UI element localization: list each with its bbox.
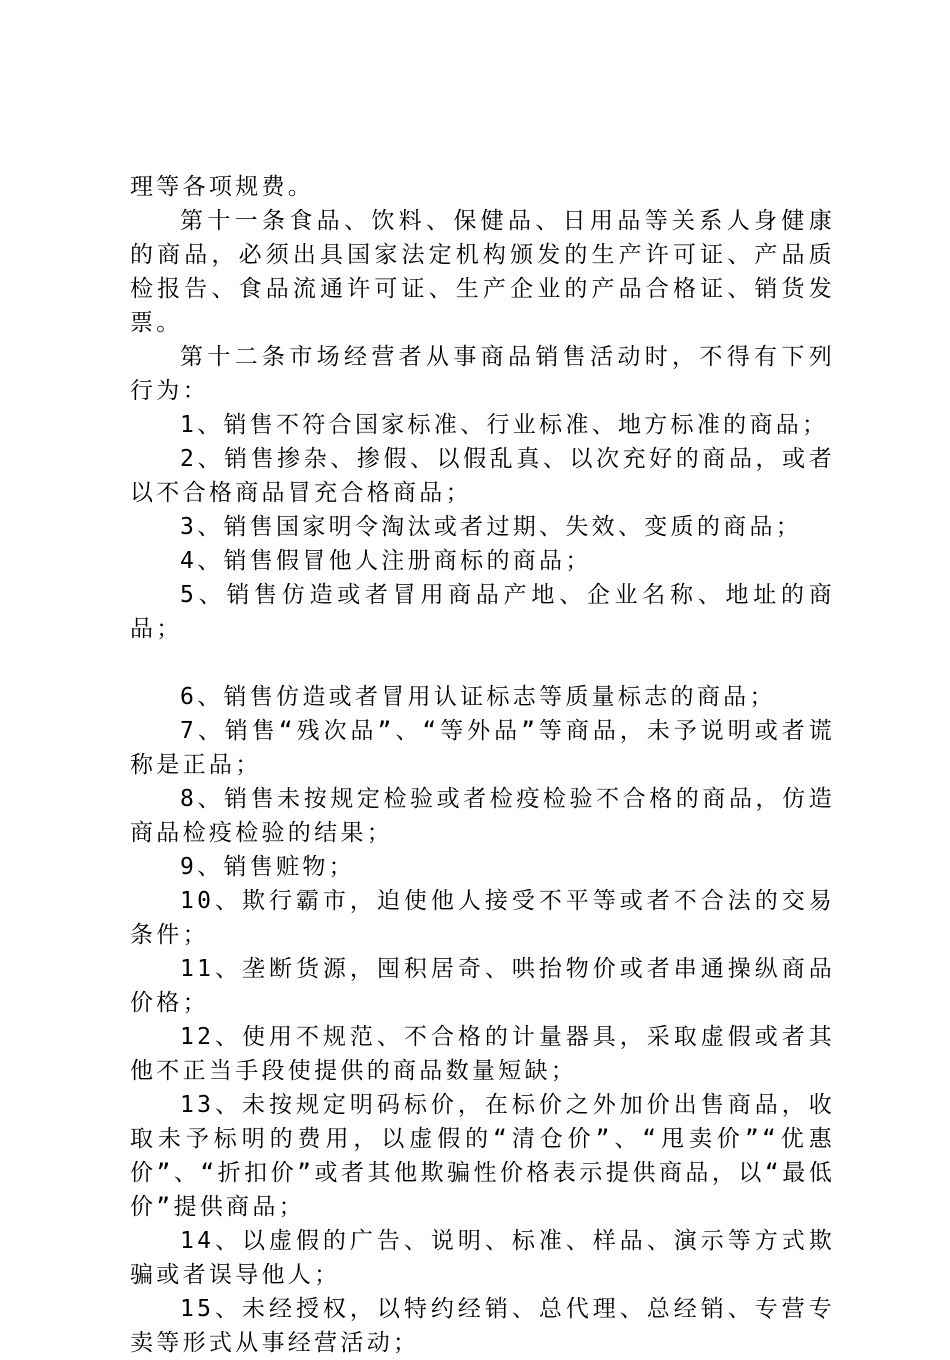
list-item-8: 8、销售未按规定检验或者检疫检验不合格的商品，仿造商品检疫检验的结果；	[130, 786, 835, 846]
list-item-11: 11、垄断货源，囤积居奇、哄抬物价或者串通操纵商品价格；	[130, 956, 835, 1016]
list-item-12: 12、使用不规范、不合格的计量器具，采取虚假或者其他不正当手段使提供的商品数量短缺；	[130, 1024, 835, 1084]
article-11: 第十一条食品、饮料、保健品、日用品等关系人身健康的商品，必须出具国家法定机构颁发的生产许可证、产品质检报告、食品流通许可证、生产企业的产品合格证、销货发票。	[130, 208, 835, 336]
list-item-15: 15、未经授权，以特约经销、总代理、总经销、专营专卖等形式从事经营活动；	[130, 1296, 835, 1356]
article-12: 第十二条市场经营者从事商品销售活动时，不得有下列行为：	[130, 344, 835, 404]
list-item-1: 1、销售不符合国家标准、行业标准、地方标准的商品；	[180, 412, 829, 438]
list-item-9: 9、销售赃物；	[180, 854, 355, 880]
list-item-14: 14、以虚假的广告、说明、标准、样品、演示等方式欺骗或者误导他人；	[130, 1228, 835, 1288]
list-item-4: 4、销售假冒他人注册商标的商品；	[180, 548, 592, 574]
list-item-6: 6、销售仿造或者冒用认证标志等质量标志的商品；	[180, 684, 776, 710]
paragraph-gap	[130, 646, 835, 680]
list-item-13: 13、未按规定明码标价，在标价之外加价出售商品，收取未予标明的费用，以虚假的“清仓价”、“甩卖价”“优惠价”、“折扣价”或者其他欺骗性价格表示提供商品，以“最低价”提供商品；	[130, 1092, 835, 1220]
document-body	[130, 170, 835, 1360]
list-item-2: 2、销售掺杂、掺假、以假乱真、以次充好的商品，或者以不合格商品冒充合格商品；	[130, 446, 835, 506]
list-item-3: 3、销售国家明令淘汰或者过期、失效、变质的商品；	[180, 514, 803, 540]
paragraph-continuation: 理等各项规费。	[130, 174, 315, 200]
list-item-7: 7、销售“残次品”、“等外品”等商品，未予说明或者谎称是正品；	[130, 718, 835, 778]
list-item-5: 5、销售仿造或者冒用商品产地、企业名称、地址的商品；	[130, 582, 835, 642]
list-item-10: 10、欺行霸市，迫使他人接受不平等或者不合法的交易条件；	[130, 888, 835, 948]
